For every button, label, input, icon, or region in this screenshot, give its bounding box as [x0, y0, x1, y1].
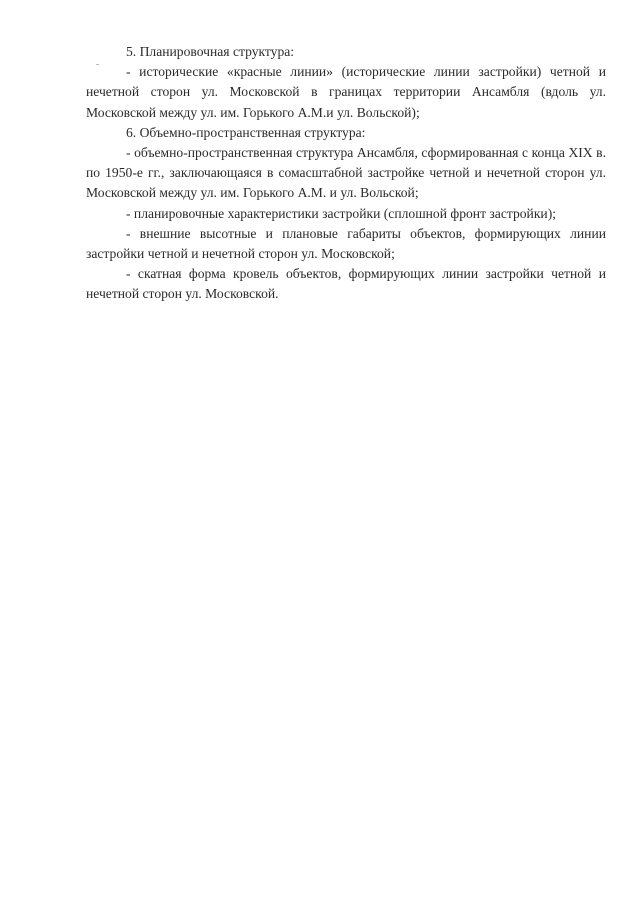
- section-heading-volume: 6. Объемно-пространственная структура:: [126, 124, 366, 140]
- document-body: [86, 42, 606, 305]
- list-item-volume-structure: - объемно-пространственная структура Ансамбля, сформированная с конца XIX в. по 1950-е гг., заключающаяся в сомасштабной застройке четной и нечетной сторон ул. Московской между ул. им. Горького А.М. и ул. Вольской;: [86, 145, 606, 201]
- section-heading-planning: 5. Планировочная структура:: [126, 44, 295, 59]
- list-item-roof-form: - скатная форма кровель объектов, формирующих линии застройки четной и нечетной сторон ул. Московской.: [86, 266, 606, 302]
- list-item-dimensions: - внешние высотные и плановые габариты объектов, формирующих линии застройки четной и нечетной сторон ул. Московской;: [86, 225, 606, 262]
- list-item-red-lines: - исторические «красные линии» (исторические линии застройки) четной и нечетной сторон ул. Московской в границах территории Ансамбля (вдоль ул. Московской между ул. им. Горького А.М.и ул. Вольской);: [86, 64, 606, 120]
- list-item-planning-characteristics: - планировочные характеристики застройки (сплошной фронт застройки);: [126, 205, 557, 221]
